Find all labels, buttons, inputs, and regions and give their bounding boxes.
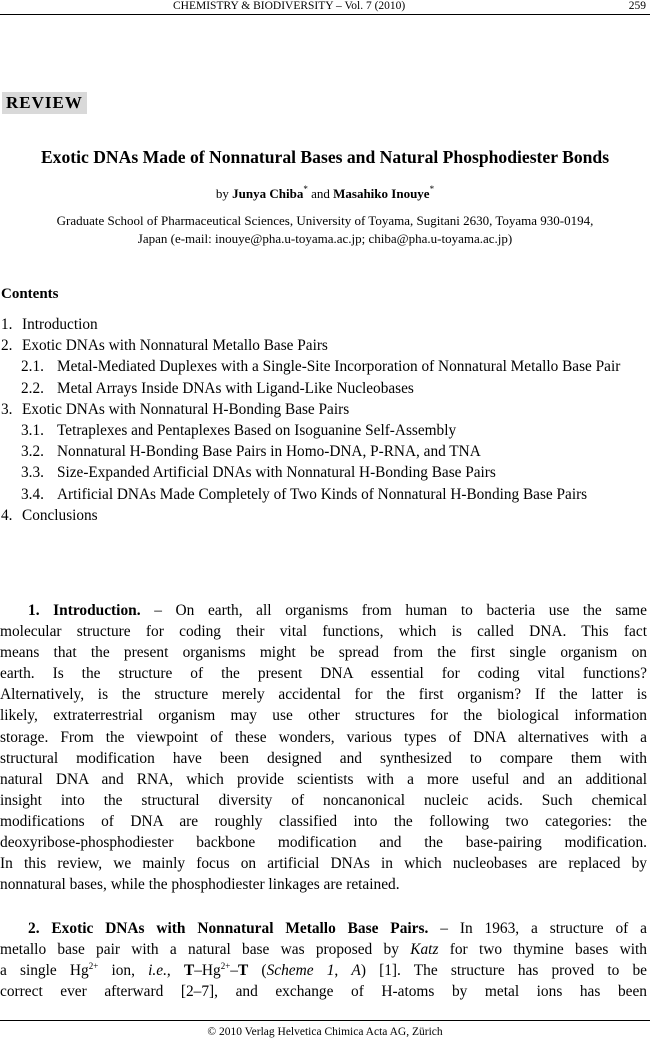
text-line: Alternatively, is the structure merely accidental for the first organism? If the latter is [0,686,647,704]
thymine-1: T [183,962,195,980]
toc-item-number: 3.3. [21,464,44,482]
byline-by: by [215,186,229,201]
contents-heading: Contents [1,286,59,302]
text-line: natural DNA and RNA, which provide scientists with a more useful and an additional [0,770,647,788]
text-line: storage. From the viewpoint of these wonders, various types of DNA alternatives with a [0,728,647,746]
toc-item [0,462,648,483]
text-line [0,918,647,939]
toc-item [0,505,648,526]
text-line: molecular structure for coding their vital functions, which is called DNA. This fact [0,623,647,641]
article-title: Exotic DNAs Made of Nonnatural Bases and Natural Phosphodiester Bonds [40,147,610,167]
page-number: 259 [628,0,646,12]
comma: , [334,962,339,980]
author-1: Junya Chiba [232,186,304,201]
open-paren: ( [261,962,267,980]
toc-item-number: 2.1. [21,358,44,376]
hg-charge: 2+ [88,961,99,972]
toc-item-title: Artificial DNAs Made Completely of Two Kinds of Nonnatural H-Bonding Base Pairs [57,485,588,503]
section-2-paragraph [0,918,647,1002]
text-line: insight into the structural diversity of noncanonical nucleic acids. Such chemical [0,791,647,809]
text-line: likely, extraterrestrial organism may use other structures for the biological information [0,707,647,725]
text-line: means that the present organisms might be spread from the first single organism on [0,644,647,662]
text-line: earth. Is the structure of the present DNA essential for coding vital functions? [0,665,647,683]
hg-text: a single Hg [0,962,89,980]
table-of-contents [0,314,648,526]
text-line: structural modification have been designed and synthesized to compare them with [0,749,647,767]
affiliation [0,212,650,248]
hg-bond-charge: 2+ [220,961,231,972]
affiliation-line-1: Graduate School of Pharmaceutical Sciences, University of Toyama, Sugitani 2630, Toyama 930-0194, [56,213,594,228]
toc-item-number: 2. [1,337,13,355]
comma: , [166,962,171,980]
text-line: modifications of DNA are roughly classified into the following two categories: the [0,812,647,830]
toc-item [0,420,648,441]
toc-item-title: Exotic DNAs with Nonnatural Metallo Base Pairs [22,337,328,355]
toc-item-title: Nonnatural H-Bonding Base Pairs in Homo-DNA, P-RNA, and TNA [57,443,481,461]
text-line [0,600,647,621]
toc-item-number: 1. [1,316,13,333]
thymine-2: T [238,962,249,980]
toc-item-number: 4. [1,506,13,524]
toc-item-title: Size-Expanded Artificial DNAs with Nonnatural H-Bonding Base Pairs [57,464,496,482]
section-2-line-1: – In 1963, a structure of a [440,920,647,937]
scheme-part: A [351,962,361,980]
section-2-line-2-post: for two thymine bases with [449,941,647,959]
intro-line-1: – On earth, all organisms from human to bacteria use the same [154,602,647,619]
byline [0,186,650,202]
toc-item-number: 3.1. [21,422,44,440]
toc-item [0,314,648,335]
toc-item [0,484,648,505]
text-line: In this review, we mainly focus on artificial DNAs in which nucleobases are replaced by [0,855,647,873]
text-line: nonnatural bases, while the phosphodiester linkages are retained. [0,876,400,894]
toc-item-title: Tetraplexes and Pentaplexes Based on Isoguanine Self-Assembly [57,422,457,440]
running-header [0,0,650,15]
section-label: REVIEW [2,92,87,114]
journal-name: CHEMISTRY & BIODIVERSITY – Vol. 7 (2010) [173,0,406,12]
section-2-line-2-pre: metallo base pair with a natural base was proposed by [0,941,399,959]
dash: – [230,962,238,980]
toc-item-number: 2.2. [21,379,44,397]
ie-abbrev: i.e. [148,962,167,980]
footer-rule [0,1020,650,1021]
hg-bond: –Hg [194,962,221,980]
toc-item [0,441,648,462]
toc-item-number: 3.4. [21,485,44,503]
toc-item [0,356,648,377]
intro-paragraph [0,600,647,895]
text-line [0,939,647,960]
text-line: correct ever afterward [2–7], and exchange of H-atoms by metal ions has been [0,983,647,1001]
ion-text: ion, [111,962,135,980]
author-2: Masahiko Inouye [333,186,430,201]
toc-item-number: 3. [1,400,13,418]
toc-item [0,399,648,420]
toc-item-title: Introduction [22,316,98,333]
toc-item-title: Conclusions [22,506,98,524]
text-line: deoxyribose-phosphodiester backbone modification and the base-pairing modification. [0,834,647,852]
text-line [0,960,647,981]
toc-item [0,378,648,399]
intro-heading: 1. Introduction. [28,602,141,619]
section-2-heading: 2. Exotic DNAs with Nonnatural Metallo Base Pairs. [28,920,429,937]
toc-item-title: Metal Arrays Inside DNAs with Ligand-Like Nucleobases [57,379,414,397]
author-1-star: * [303,184,308,194]
byline-and: and [311,186,330,201]
toc-item-number: 3.2. [21,443,44,461]
copyright-footer: © 2010 Verlag Helvetica Chimica Acta AG, Zürich [207,1026,443,1038]
scheme-ref: Scheme 1 [266,962,335,980]
toc-item-title: Exotic DNAs with Nonnatural H-Bonding Base Pairs [22,400,350,418]
toc-item-title: Metal-Mediated Duplexes with a Single-Site Incorporation of Nonnatural Metallo Base Pair [57,358,621,376]
toc-item [0,335,648,356]
author-2-star: * [429,184,435,194]
affiliation-line-2: Japan (e-mail: inouye@pha.u-toyama.ac.jp; chiba@pha.u-toyama.ac.jp) [137,231,513,246]
section-2-line-3-tail: ) [1]. The structure has proved to be [360,962,647,980]
katz-name: Katz [410,941,439,959]
